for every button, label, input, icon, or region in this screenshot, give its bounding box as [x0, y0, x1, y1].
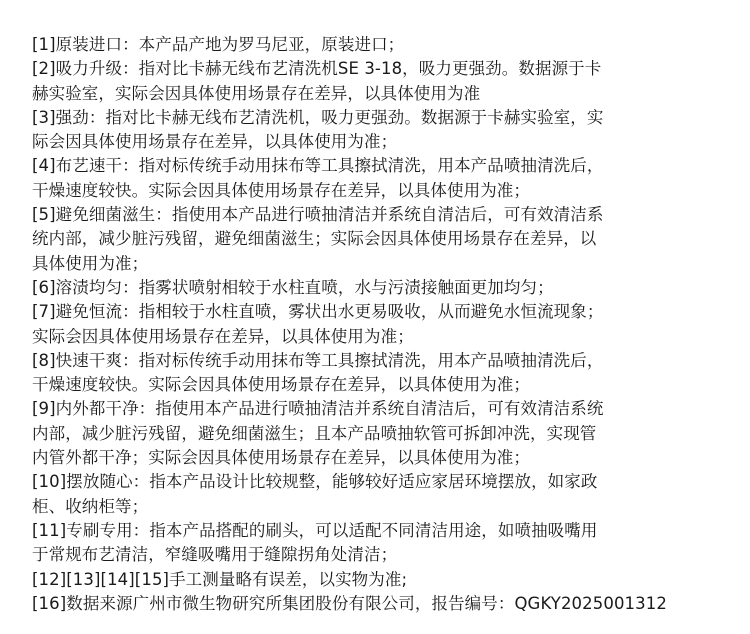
- footnote-4: [32, 154, 732, 203]
- footnote-line: [4]布艺速干：指对标传统手动用抹布等工具擦拭清洗，用本产品喷抽清洗后，: [32, 156, 604, 176]
- footnote-line: [5]避免细菌滋生：指使用本产品进行喷抽清洁并系统自清洁后，可有效清洁系: [32, 205, 604, 225]
- footnote-line: 内管外都干净；实际会因具体使用场景存在差异，以具体使用为准；: [32, 448, 530, 468]
- footnote-line: [1]原装进口：本产品产地为罗马尼亚，原装进口；: [32, 35, 405, 54]
- footnote-line: 于常规布艺清洁，窄缝吸嘴用于缝隙拐角处清洁；: [32, 545, 398, 565]
- footnote-line: 统内部，减少脏污残留，避免细菌滋生；实际会因具体使用场景存在差异，以: [32, 229, 597, 249]
- footnote-line: [3]强劲：指对比卡赫无线布艺清洗机，吸力更强劲。数据源于卡赫实验室，实: [32, 107, 604, 127]
- footnote-9: [32, 397, 732, 470]
- footnote-line: [12][13][14][15]手工测量略有误差，以实物为准;: [32, 569, 408, 589]
- footnote-10: [32, 470, 732, 519]
- footnote-line: [2]吸力升级：指对比卡赫无线布艺清洗机SE 3-18，吸力更强劲。数据源于卡: [32, 59, 602, 79]
- footnote-line: [11]专刷专用：指本产品搭配的刷头，可以适配不同清洁用途，如喷抽吸嘴用: [32, 520, 598, 540]
- footnote-line: 干燥速度较快。实际会因具体使用场景存在差异，以具体使用为准；: [32, 180, 530, 200]
- footnote-11: [32, 519, 732, 568]
- footnote-1: [32, 33, 732, 57]
- footnote-16: [32, 592, 732, 616]
- footnote-8: [32, 349, 732, 398]
- footnote-line: [8]快速干爽：指对标传统手动用抹布等工具擦拭清洗，用本产品喷抽清洗后，: [32, 350, 604, 370]
- footnote-line: 际会因具体使用场景存在差异，以具体使用为准；: [32, 132, 398, 152]
- footnote-line: 干燥速度较快。实际会因具体使用场景存在差异，以具体使用为准；: [32, 375, 530, 395]
- footnote-line: 柜、收纳柜等；: [32, 496, 149, 516]
- footnote-line: [7]避免恒流：指相较于水柱直喷，雾状出水更易吸收，从而避免水恒流现象；: [32, 302, 604, 322]
- footnote-2: [32, 57, 732, 106]
- footnotes-list: [32, 33, 732, 616]
- footnote-7: [32, 300, 732, 349]
- footnote-line: 实际会因具体使用场景存在差异，以具体使用为准；: [32, 326, 414, 346]
- footnote-12-15: [32, 568, 732, 592]
- footnote-3: [32, 106, 732, 155]
- footnote-6: [32, 276, 732, 300]
- footnote-line: [16]数据来源广州市微生物研究所集团股份有限公司，报告编号：QGKY2025001312: [32, 593, 667, 613]
- footnote-line: [6]溶渍均匀：指雾状喷射相较于水柱直喷，水与污渍接触面更加均匀；: [32, 277, 554, 297]
- footnote-line: [10]摆放随心：指本产品设计比较规整，能够较好适应家居环境摆放，如家政: [32, 472, 598, 492]
- footnote-line: 内部，减少脏污残留，避免细菌滋生；且本产品喷抽软管可拆卸冲洗，实现管: [32, 423, 597, 443]
- footnote-line: [9]内外都干净：指使用本产品进行喷抽清洁并系统自清洁后，可有效清洁系统: [32, 399, 604, 419]
- footnote-line: 具体使用为准；: [32, 253, 149, 273]
- footnote-5: [32, 203, 732, 276]
- footnote-line: 赫实验室，实际会因具体使用场景存在差异，以具体使用为准: [32, 83, 481, 103]
